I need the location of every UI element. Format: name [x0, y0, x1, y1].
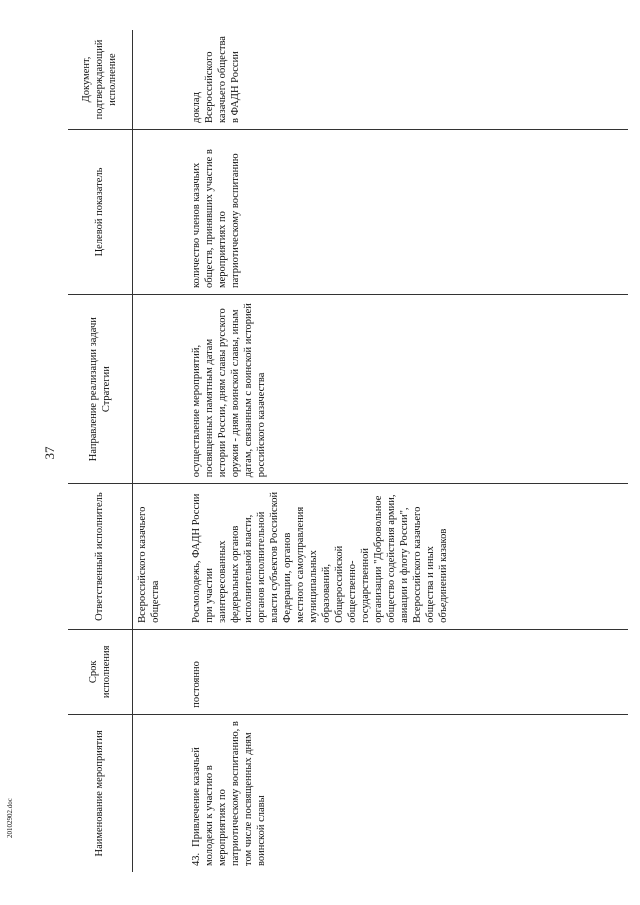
row-number: 43.	[190, 852, 202, 866]
measures-table	[68, 30, 628, 872]
cell-indicator: количество членов казачьих обществ, принявших участие в мероприятиях по патриотическому воспитанию	[187, 130, 629, 295]
cell-document: доклад Всероссийского казачьего общества в ФАДН России	[187, 30, 629, 130]
header-document: Документ, подтверждающий исполнение	[68, 30, 132, 130]
table-row-continuation	[132, 30, 187, 872]
page-number: 37	[42, 446, 57, 460]
cell-indicator	[132, 130, 187, 295]
cell-name	[187, 714, 629, 872]
header-term: Срок исполнения	[68, 629, 132, 714]
cell-document	[132, 30, 187, 130]
file-code: 20102902.doc	[6, 798, 14, 838]
cell-term: постоянно	[187, 629, 629, 714]
cell-responsible: Всероссийского казачьего общества	[132, 484, 187, 630]
cell-direction	[132, 295, 187, 484]
header-responsible: Ответственный исполнитель	[68, 484, 132, 630]
table-header-row	[68, 30, 132, 872]
header-direction: Направление реализации задачи Стратегии	[68, 295, 132, 484]
cell-term	[132, 629, 187, 714]
cell-responsible: Росмолодежь, ФАДН России при участии заинтересованных федеральных органов исполнительной власти, органов исполнительной власти субъектов Российской Федерации, органов местного самоуправления муниципальных образований, Общероссийской общественно-государственной организации "Добровольное общество содействия армии, авиации и флоту России", Всероссийского казачьего общества и иных объединений казаков	[187, 484, 629, 630]
rotated-table-container	[68, 30, 628, 872]
header-name: Наименование мероприятия	[68, 714, 132, 872]
cell-name	[132, 714, 187, 872]
table-row	[187, 30, 629, 872]
measure-name: Привлечение казачьей молодежи к участию в мероприятиях по патриотическому воспитанию, в том числе посвященных дням воинской славы	[190, 721, 267, 866]
header-indicator: Целевой показатель	[68, 130, 132, 295]
cell-direction: осуществление мероприятий, посвященных памятным датам истории России, дням славы русского оружия - дням воинской славы, иным датам, связанным с воинской историей российского казачества	[187, 295, 629, 484]
